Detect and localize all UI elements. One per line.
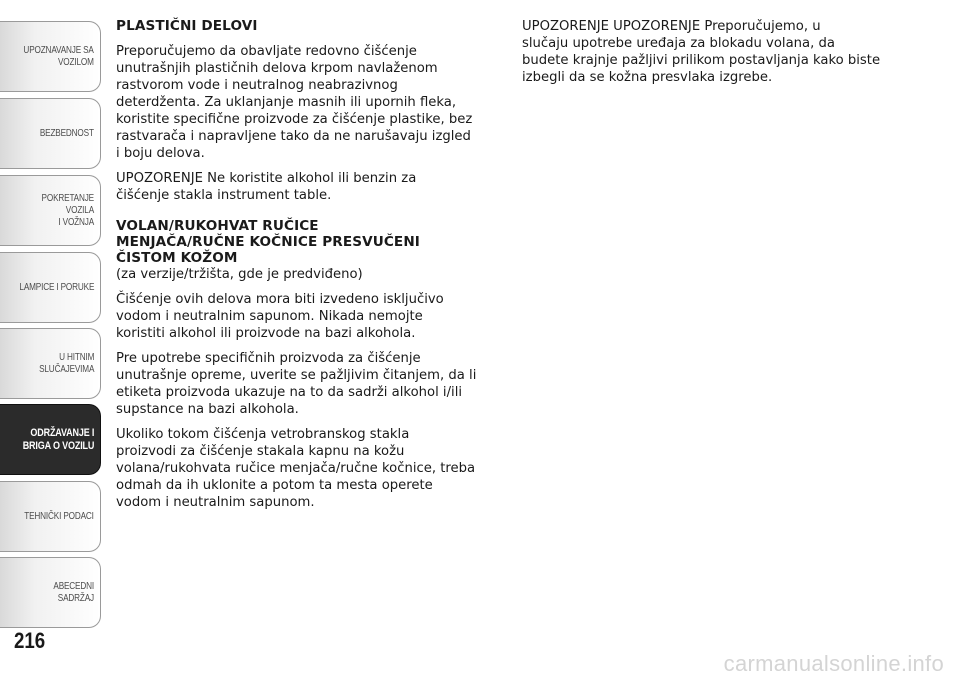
tab-label: ODRŽAVANJE I BRIGA O VOZILU xyxy=(22,426,94,452)
tab-label: POKRETANJE VOZILA I VOŽNJA xyxy=(41,192,94,228)
tab-label: UPOZNAVANJE SA VOZILOM xyxy=(23,44,94,68)
paragraph-plastic-cleaning: Preporučujemo da obavljate redovno čišćenje unutrašnjih plastičnih delova krpom navlaženom rastvorom vode i neutralnog neabrazivnog deterdženta. Za uklanjanje masnih ili upornih fleka, koristite specifične proizvode za čišćenje plastike, bez rastvarača i napravljene tako da ne narušavaju izgled i boju delova. xyxy=(116,44,473,161)
chapter-sidebar xyxy=(0,0,101,678)
page-number: 216 xyxy=(14,628,46,653)
tab-u-hitnim-slucajevima[interactable] xyxy=(0,328,101,399)
warning-alcohol-instrument-glass: UPOZORENJE Ne koristite alkohol ili benzin za čišćenje stakla instrument table. xyxy=(116,171,417,203)
paragraph-product-label-check: Pre upotrebe specifičnih proizvoda za čišćenje unutrašnje opreme, uverite se pažljivim čitanjem, da li etiketa proizvoda ukazuje na to da sadrži alkohol i/ili supstance na bazi alkohola. xyxy=(116,351,477,417)
tab-label: ABECEDNI SADRŽAJ xyxy=(53,580,94,604)
tab-abecedni-sadrzaj[interactable] xyxy=(0,557,101,628)
tab-label: LAMPICE I PORUKE xyxy=(19,281,94,293)
section-subheading: (za verzije/tržišta, gde je predviđeno) xyxy=(116,267,363,282)
section-heading-plastic-parts: PLASTIČNI DELOVI xyxy=(116,18,258,34)
paragraph-leather-cleaning: Čišćenje ovih delova mora biti izvedeno isključivo vodom i neutralnim sapunom. Nikada nemojte koristiti alkohol ili proizvode na bazi alkohola. xyxy=(116,292,444,341)
tab-label: U HITNIM SLUČAJEVIMA xyxy=(38,351,94,375)
warning-steering-lock: UPOZORENJE UPOZORENJE Preporučujemo, u slučaju upotrebe uređaja za blokadu volana, da budete krajnje pažljivi prilikom postavljanja kako biste izbegli da se kožna presvlaka izgrebe. xyxy=(522,19,881,85)
tab-upoznavanje-sa-vozilom[interactable] xyxy=(0,21,101,92)
tab-lampice-i-poruke[interactable] xyxy=(0,252,101,323)
left-column xyxy=(116,18,508,519)
tab-odrzavanje-i-briga[interactable] xyxy=(0,404,101,475)
tab-pokretanje-vozila[interactable] xyxy=(0,175,101,246)
section-heading-leather-parts: VOLAN/RUKOHVAT RUČICE MENJAČA/RUČNE KOČNICE PRESVUČENI ČISTOM KOŽOM xyxy=(116,218,420,266)
tab-bezbednost[interactable] xyxy=(0,98,101,169)
watermark: carmanualsonline.info xyxy=(723,651,944,676)
tab-label: BEZBEDNOST xyxy=(40,127,94,139)
paragraph-windshield-cleaner: Ukoliko tokom čišćenja vetrobranskog stakla proizvodi za čišćenje stakala kapnu na kožu volana/rukohvata ručice menjača/ručne kočnice, treba odmah da ih uklonite a potom ta mesta operete vodom i neutralnim sapunom. xyxy=(116,427,476,510)
tab-tehnicki-podaci[interactable] xyxy=(0,481,101,552)
tab-label: TEHNIČKI PODACI xyxy=(24,510,94,522)
right-column xyxy=(522,18,922,94)
